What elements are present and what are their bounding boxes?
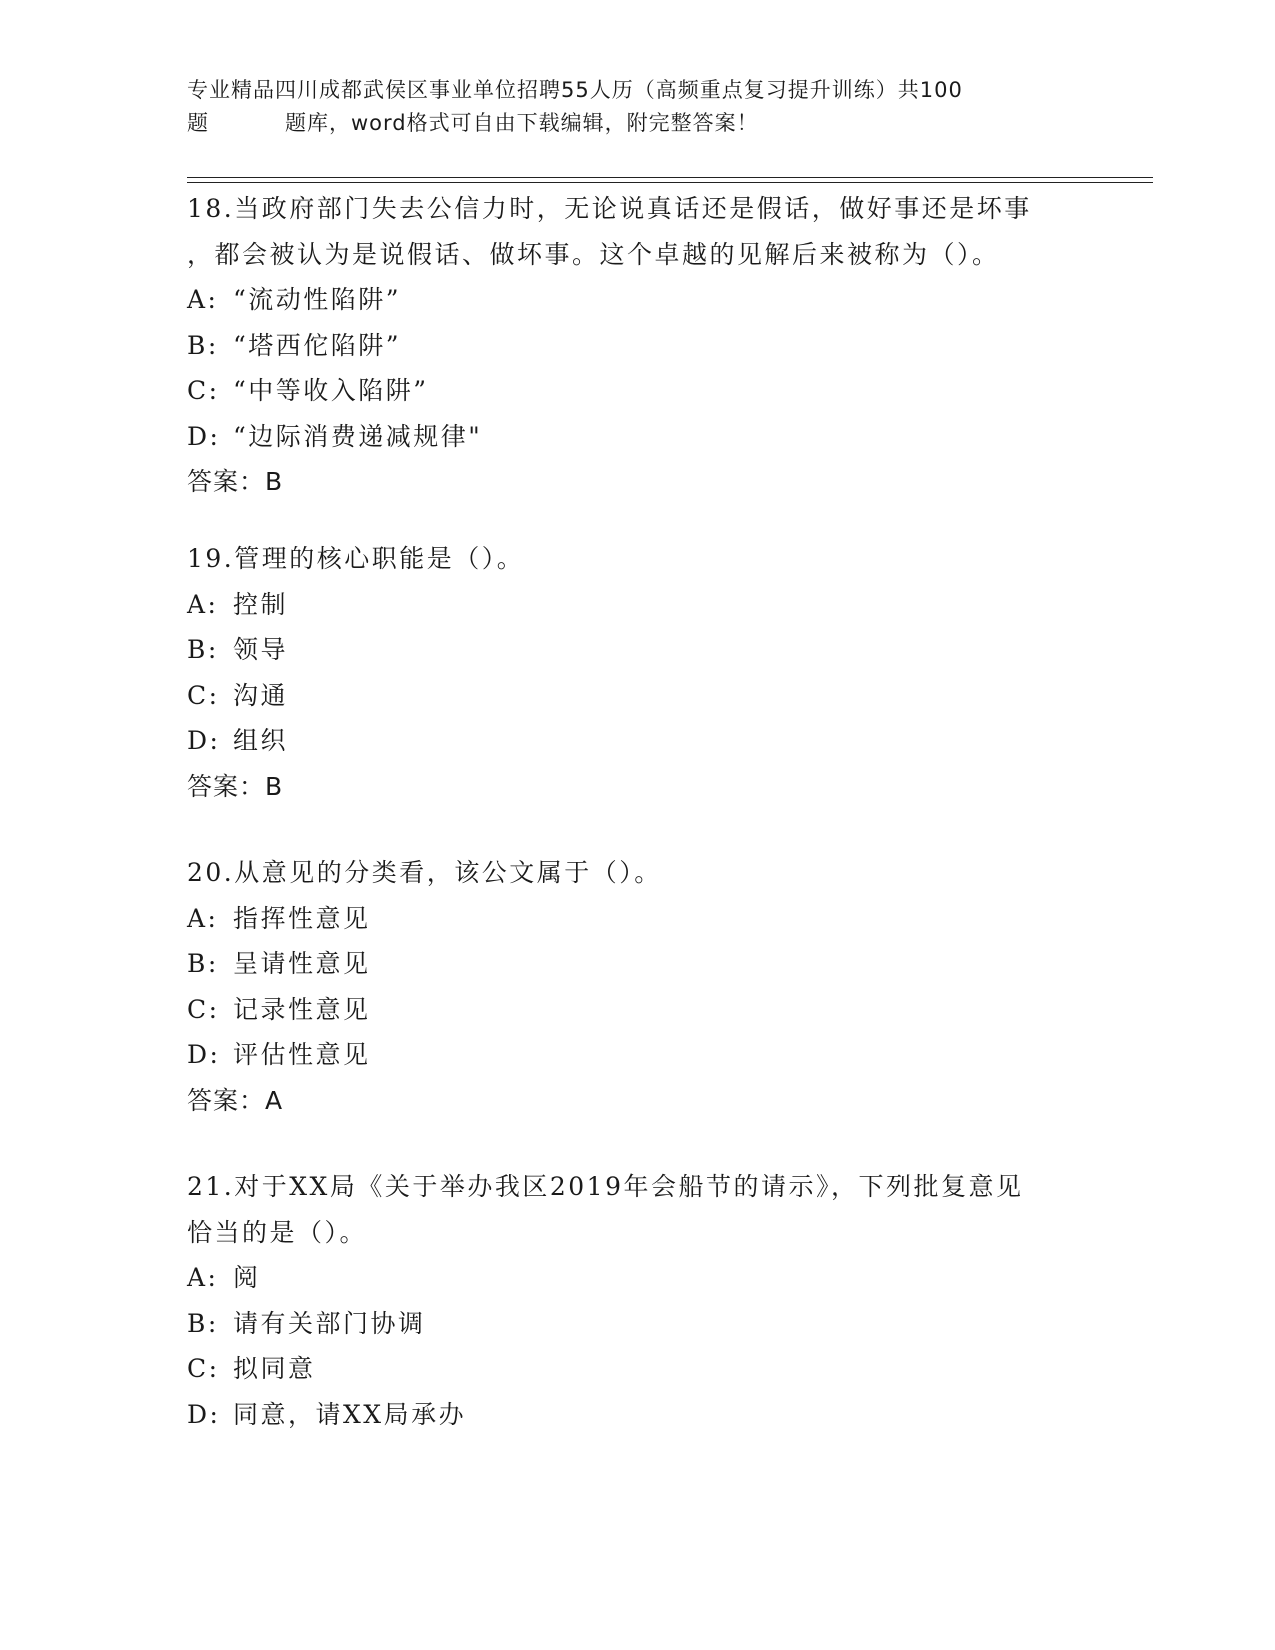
option-letter: D:	[187, 1040, 221, 1069]
option-letter: C:	[187, 680, 220, 710]
question-stem-line: 恰当的是（）。	[187, 1217, 368, 1247]
answer-label: 答案：B	[187, 771, 284, 801]
question-stem-line: 18.当政府部门失去公信力时，无论说真话还是假话，做好事还是坏事	[187, 194, 1032, 223]
option-text: 拟同意	[233, 1354, 316, 1383]
option-text: 请有关部门协调	[233, 1308, 426, 1338]
option-text: 同意，请XX局承办	[233, 1399, 467, 1429]
header-divider-top	[187, 177, 1153, 178]
option-text: 沟通	[233, 680, 289, 710]
question-21	[187, 1164, 1087, 1437]
option-text: 领导	[233, 635, 289, 664]
option-letter: C:	[187, 994, 220, 1024]
option-text: 控制	[233, 589, 289, 619]
option-text: 组织	[233, 726, 289, 755]
option-text: 呈请性意见	[233, 949, 371, 978]
question-19	[187, 536, 1087, 809]
option-letter: D:	[187, 421, 221, 451]
option-b	[187, 941, 1087, 987]
option-b	[187, 627, 1087, 673]
option-d	[187, 1032, 1087, 1078]
option-b	[187, 1301, 1087, 1347]
answer-label: 答案：B	[187, 467, 284, 496]
question-stem-line: 20.从意见的分类看，该公文属于（）。	[187, 858, 662, 887]
answer-label: 答案：A	[187, 1085, 284, 1115]
question-20	[187, 850, 1087, 1123]
option-letter: C:	[187, 1354, 220, 1383]
option-text: “边际消费递减规律"	[233, 421, 483, 451]
option-text: “流动性陷阱”	[233, 285, 402, 314]
option-d	[187, 718, 1087, 764]
option-letter: A:	[187, 903, 219, 933]
header-line-2-left: 题	[187, 111, 209, 135]
option-a	[187, 277, 1087, 323]
option-letter: B:	[187, 1308, 219, 1338]
option-letter: B:	[187, 949, 219, 978]
question-stem-line: ，都会被认为是说假话、做坏事。这个卓越的见解后来被称为（）。	[187, 239, 1000, 269]
question-stem-line: 21.对于XX局《关于举办我区2019年会船节的请示》，下列批复意见	[187, 1172, 1024, 1201]
option-letter: A:	[187, 1263, 219, 1292]
option-d	[187, 1392, 1087, 1438]
option-letter: B:	[187, 330, 219, 360]
option-d	[187, 414, 1087, 460]
question-stem-line: 19.管理的核心职能是（）。	[187, 544, 525, 573]
option-letter: A:	[187, 285, 219, 314]
header-line-2-right: 题库，word格式可自由下载编辑，附完整答案！	[285, 111, 759, 135]
option-a	[187, 896, 1087, 942]
question-18	[187, 186, 1087, 505]
header-line-2	[187, 107, 1067, 140]
document-header	[187, 74, 1067, 140]
option-a	[187, 582, 1087, 628]
option-text: 指挥性意见	[233, 903, 371, 933]
option-a	[187, 1255, 1087, 1301]
option-c	[187, 673, 1087, 719]
header-divider-bottom	[187, 182, 1153, 183]
option-c	[187, 368, 1087, 414]
option-c	[187, 987, 1087, 1033]
option-text: “中等收入陷阱”	[233, 376, 429, 405]
option-letter: D:	[187, 726, 221, 755]
option-text: 阅	[233, 1263, 261, 1292]
option-text: 记录性意见	[233, 994, 371, 1024]
option-letter: C:	[187, 376, 220, 405]
option-text: “塔西佗陷阱”	[233, 330, 402, 360]
option-text: 评估性意见	[233, 1040, 371, 1069]
option-letter: D:	[187, 1399, 221, 1429]
option-b	[187, 323, 1087, 369]
option-c	[187, 1346, 1087, 1392]
option-letter: B:	[187, 635, 219, 664]
option-letter: A:	[187, 589, 219, 619]
header-line-1: 专业精品四川成都武侯区事业单位招聘55人历（高频重点复习提升训练）共100	[187, 78, 963, 102]
